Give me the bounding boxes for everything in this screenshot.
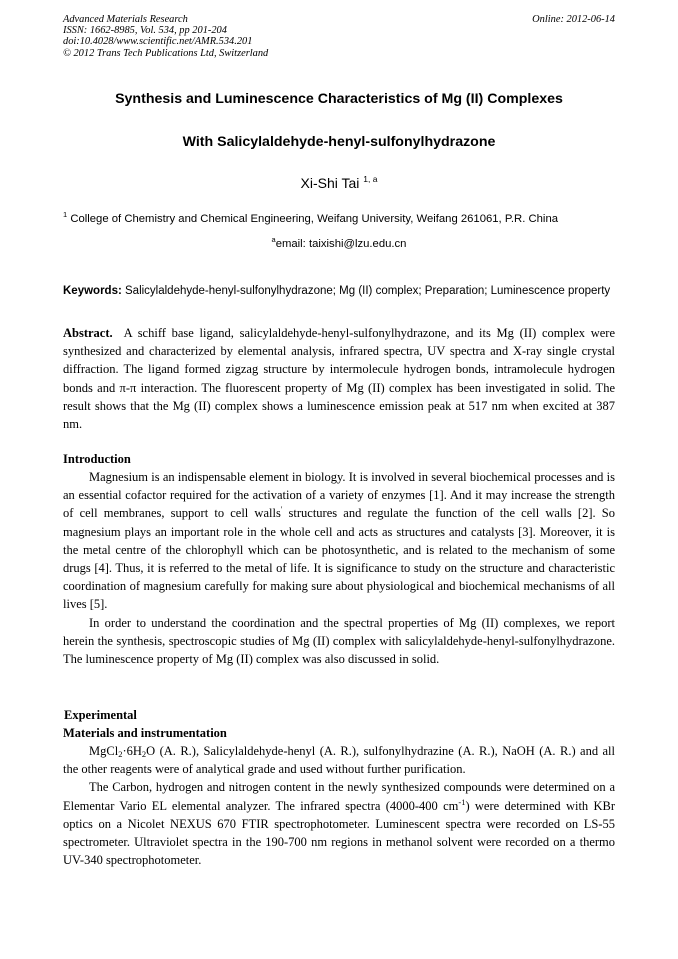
author-marks: 1, a bbox=[363, 174, 378, 184]
exp-p2-text-b: ) were determined with KBr optics on a Nicolet NEXUS 670 FTIR spectrophotometer. Luminescent spectra were recorded on LS-55 spectrometer. Ultraviolet spectra in the 190-700 nm regions in methanol solvent were recorded on a thermo UV-340 spectrophotometer. bbox=[63, 798, 615, 868]
journal-issn: ISSN: 1662-8985, Vol. 534, pp 201-204 bbox=[63, 25, 227, 37]
abstract-label: Abstract. bbox=[63, 326, 113, 340]
journal-header bbox=[63, 14, 615, 59]
experimental-body bbox=[63, 742, 615, 869]
paper-title-line-2: With Salicylaldehyde-henyl-sulfonylhydrazone bbox=[182, 134, 496, 150]
keywords-label: Keywords: bbox=[63, 285, 122, 297]
author-name: Xi-Shi Tai bbox=[300, 175, 360, 191]
exp-p2-sup: -1 bbox=[458, 796, 466, 807]
affiliation bbox=[63, 210, 623, 225]
affiliation-mark: 1 bbox=[63, 210, 68, 219]
keywords-text: Salicylaldehyde-henyl-sulfonylhydrazone; Mg (II) complex; Preparation; Luminescence property bbox=[125, 285, 611, 297]
exp-p1-text-a: MgCl bbox=[89, 744, 119, 758]
exp-p2-text-a: The Carbon, hydrogen and nitrogen content in the newly synthesized compounds were determined on a Elementar Vario EL elemental analyzer. The infrared spectra (4000-400 cm bbox=[63, 780, 615, 813]
paper-title-line-1: Synthesis and Luminescence Characteristics of Mg (II) Complexes bbox=[115, 91, 563, 107]
experimental-paragraph-2 bbox=[63, 778, 615, 869]
experimental-paragraph-1 bbox=[63, 742, 615, 778]
journal-copyright: © 2012 Trans Tech Publications Ltd, Switzerland bbox=[63, 47, 269, 59]
abstract-text: A schiff base ligand, salicylaldehyde-henyl-sulfonylhydrazone, and its Mg (II) complex were synthesized and characterized by elemental analysis, infrared spectra, UV spectra and X-ray single crystal diffraction. The ligand formed zigzag structure by intermolecule hydrogen bonds, intramolecule hydrogen bonds and π-π interaction. The fluorescent property of Mg (II) complex has been investigated in solid. The result shows that the Mg (II) complex shows a luminescence emission peak at 517 nm when excited at 387 nm. bbox=[63, 326, 615, 432]
journal-name: Advanced Materials Research bbox=[63, 14, 188, 25]
exp-p1-text-b: ·6H bbox=[122, 744, 142, 758]
introduction-paragraph-2: In order to understand the coordination and the spectral properties of Mg (II) complexes, we report herein the synthesis, spectroscopic studies of Mg (II) complex with salicylaldehyde-henyl-sulfonylhydrazone. The luminescence property of Mg (II) complex was also discussed in solid. bbox=[63, 615, 615, 667]
affiliation-text: College of Chemistry and Chemical Engineering, Weifang University, Weifang 261061, P.R. China bbox=[70, 213, 559, 225]
email bbox=[0, 235, 678, 250]
intro-p1-text-a: Magnesium is an indispensable element in biology. It is involved in several biochemical processes and is an essential cofactor required for the activation of a variety of enzymes [1]. And it may increase the strength of cell membranes, support to cell walls bbox=[63, 470, 615, 521]
online-date: Online: 2012-06-14 bbox=[532, 14, 615, 25]
introduction-paragraph-1 bbox=[63, 468, 615, 614]
exp-p1-sub-2: 2 bbox=[141, 749, 147, 759]
journal-doi: doi:10.4028/www.scientific.net/AMR.534.201 bbox=[63, 36, 253, 48]
intro-p1-text-b: structures and regulate the function of the cell walls [2]. So magnesium plays an important role in the whole cell and acts as structures and catalysts [3]. Moreover, it is the metal centre of the chlorophyll which can be photosynthetic, and is related to the mechanism of some drugs [4]. Thus, it is referred to the metal of life. It is significance to study on the structure and characteristic coordination of magnesium carefully for making sure about physiological and biochemical mechanisms of all lives [5]. bbox=[63, 506, 615, 612]
email-mark: a bbox=[271, 235, 276, 244]
email-text: email: taixishi@lzu.edu.cn bbox=[275, 238, 407, 250]
author bbox=[0, 174, 678, 191]
keywords bbox=[63, 283, 615, 300]
exp-p1-text-c: O (A. R.), Salicylaldehyde-henyl (A. R.), sulfonylhydrazine (A. R.), NaOH (A. R.) and all the other reagents were of analytical grade and used without further purification. bbox=[63, 744, 615, 777]
introduction-heading: Introduction bbox=[63, 452, 131, 466]
exp-p1-sub-1: 2 bbox=[118, 749, 123, 759]
experimental-heading: Experimental bbox=[64, 708, 137, 722]
materials-subheading: Materials and instrumentation bbox=[63, 726, 227, 740]
intro-p1-mark: ' bbox=[280, 504, 283, 515]
abstract bbox=[63, 324, 615, 433]
introduction-body bbox=[63, 468, 615, 668]
